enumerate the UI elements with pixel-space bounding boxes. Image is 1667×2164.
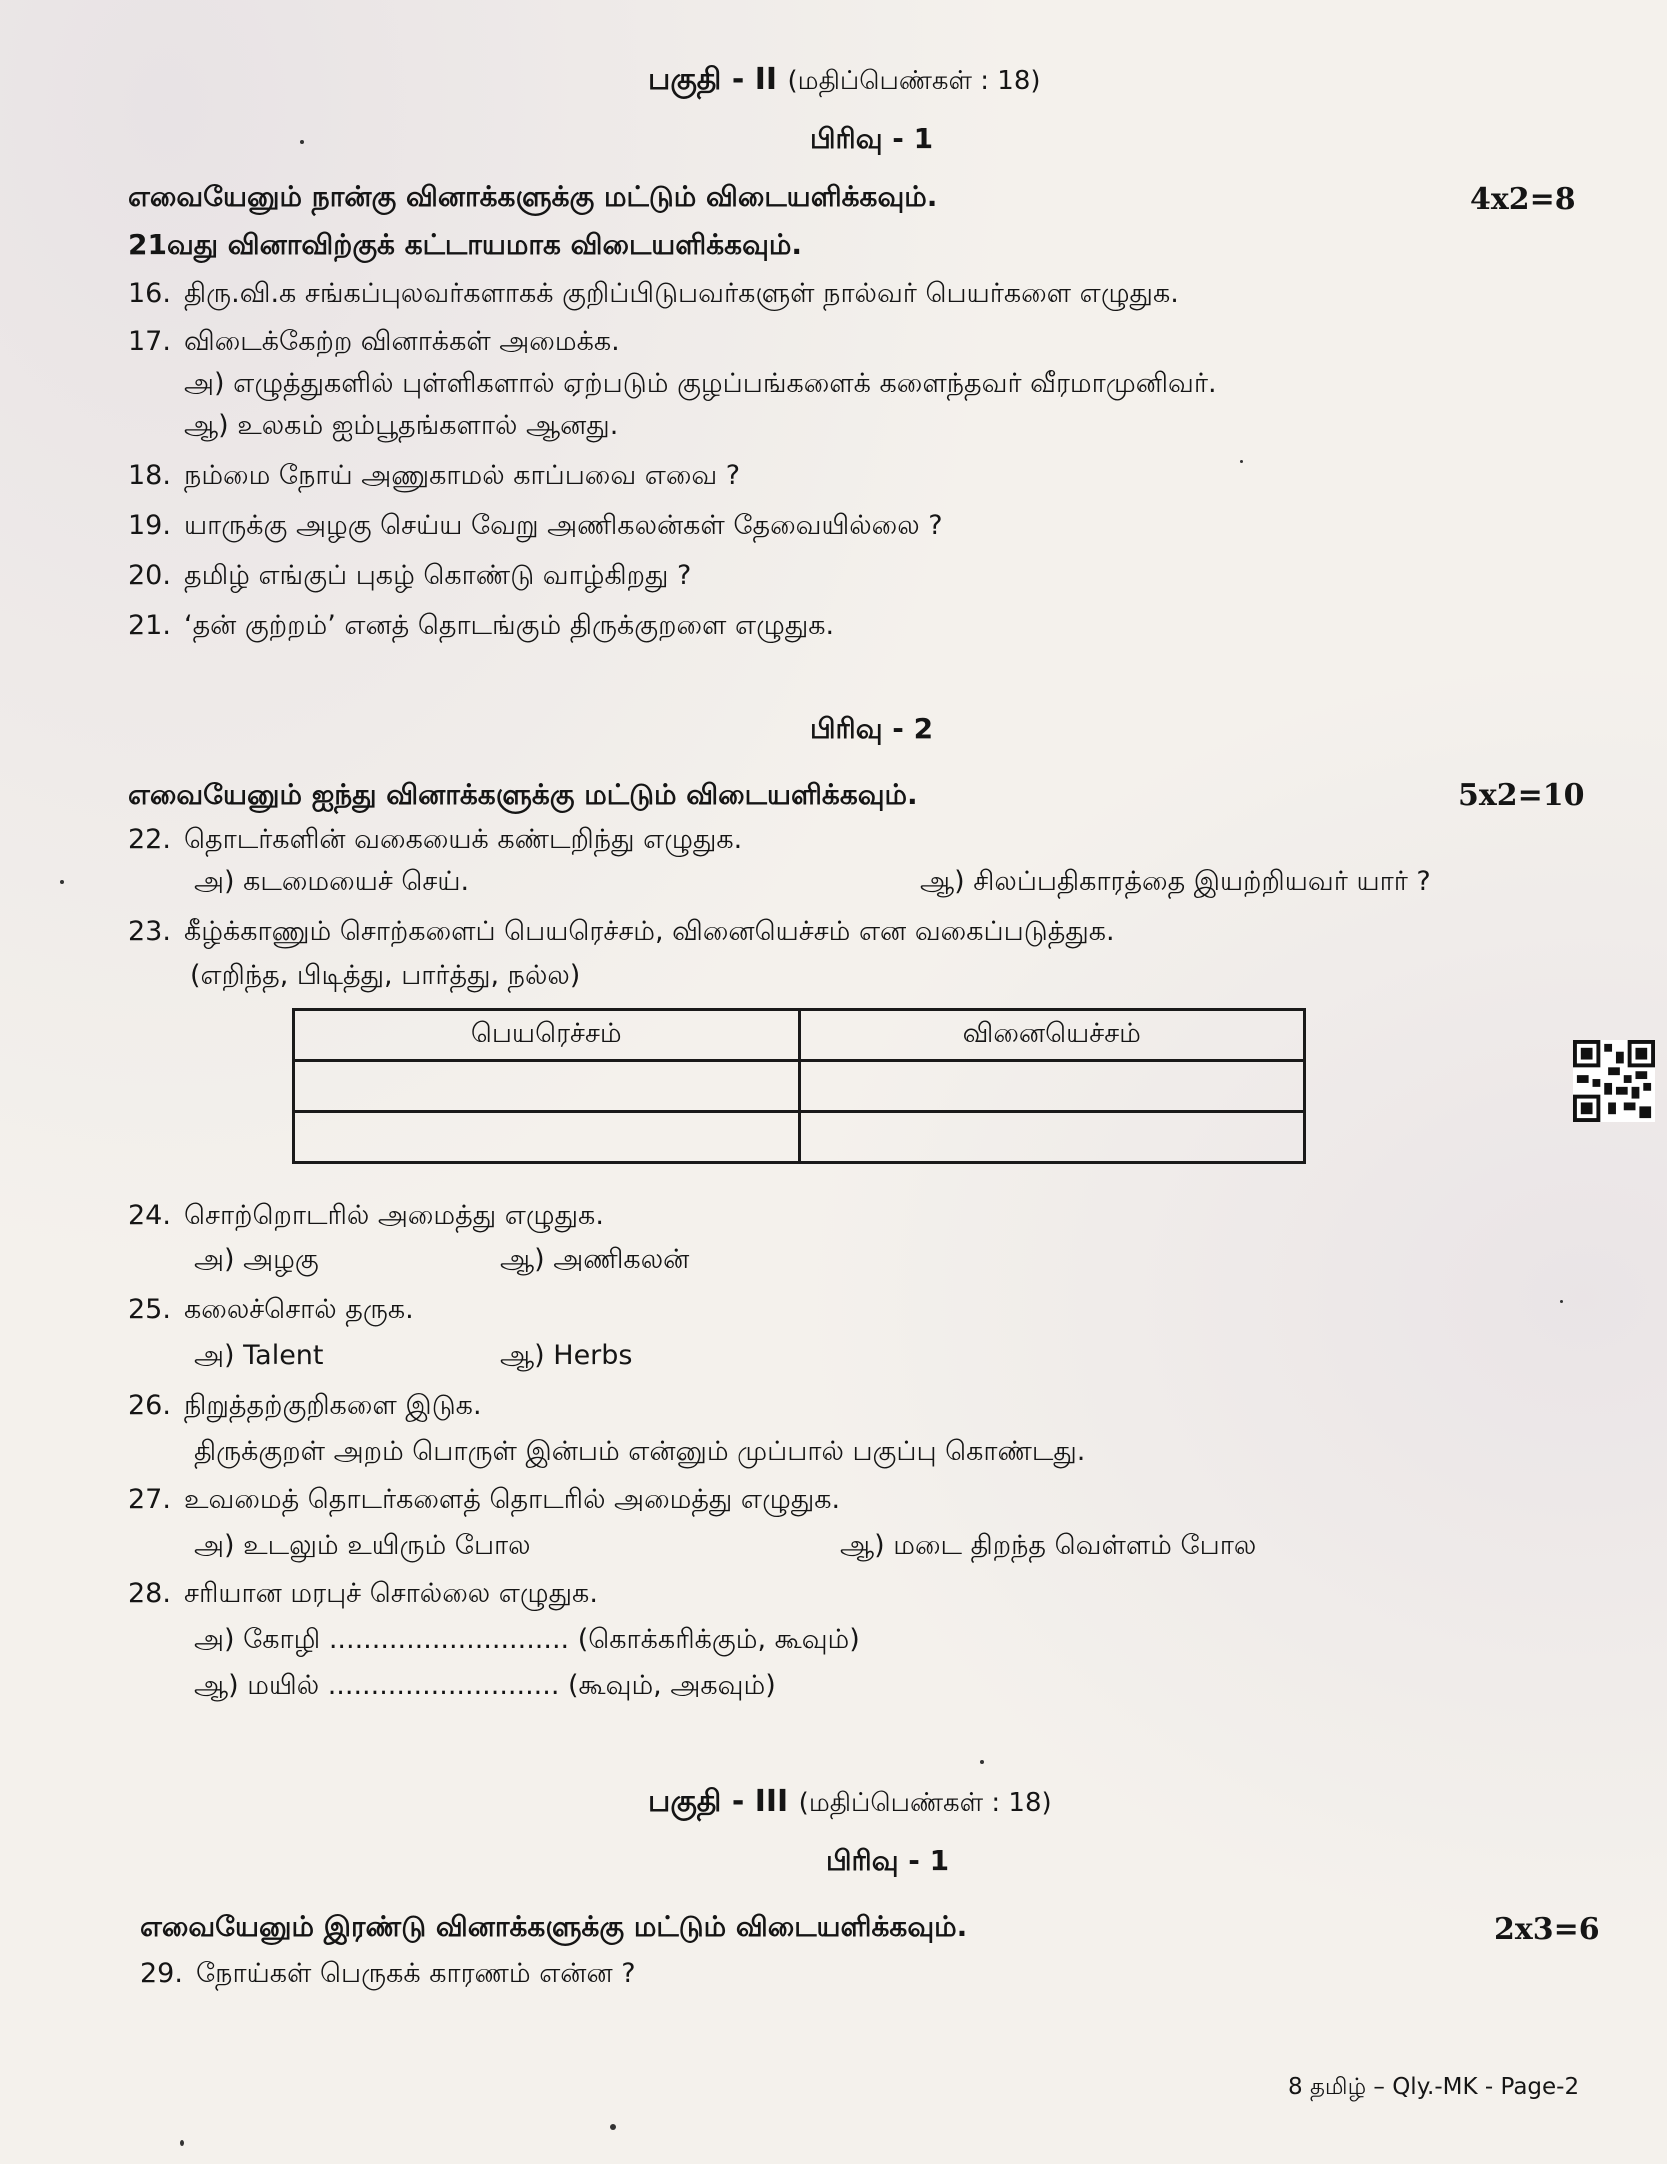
part2-section2-marks: 5x2=10 xyxy=(1458,778,1585,813)
question-23-words: (எறிந்த, பிடித்து, பார்த்து, நல்ல) xyxy=(190,960,581,991)
qr-code-icon xyxy=(1573,1040,1655,1122)
question-25-option-a: அ) Talent xyxy=(194,1340,324,1371)
table-row xyxy=(294,1112,1305,1163)
question-26: 26. நிறுத்தற்குறிகளை இடுக. xyxy=(128,1390,482,1421)
table-header-vinaiyecham: வினையெச்சம் xyxy=(799,1010,1305,1061)
part2-heading xyxy=(648,62,1041,101)
table-row xyxy=(294,1061,1305,1112)
part3-section1-marks: 2x3=6 xyxy=(1494,1912,1600,1947)
question-22: 22. தொடர்களின் வகையைக் கண்டறிந்து எழுதுக. xyxy=(128,824,743,855)
question-24-option-a: அ) அழகு xyxy=(194,1244,319,1275)
classification-table xyxy=(292,1008,1306,1164)
table-cell[interactable] xyxy=(799,1061,1305,1112)
scan-speck xyxy=(610,2124,616,2130)
question-24-option-b: ஆ) அணிகலன் xyxy=(500,1244,690,1275)
part3-heading xyxy=(648,1784,1052,1823)
question-23: 23. கீழ்க்காணும் சொற்களைப் பெயரெச்சம், வினையெச்சம் என வகைப்படுத்துக. xyxy=(128,916,1115,947)
question-19: 19. யாருக்கு அழகு செய்ய வேறு அணிகலன்கள் தேவையில்லை ? xyxy=(128,510,943,541)
part2-title: பகுதி - II xyxy=(648,62,778,97)
part2-section1-instruction2: 21வது வினாவிற்குக் கட்டாயமாக விடையளிக்கவும். xyxy=(128,228,803,261)
question-27-option-b: ஆ) மடை திறந்த வெள்ளம் போல xyxy=(840,1530,1257,1561)
question-25: 25. கலைச்சொல் தருக. xyxy=(128,1294,414,1325)
question-21: 21. ‘தன் குற்றம்’ எனத் தொடங்கும் திருக்குறளை எழுதுக. xyxy=(128,610,835,641)
question-17-option-b: ஆ) உலகம் ஐம்பூதங்களால் ஆனது. xyxy=(184,410,619,441)
table-header-peyarecham: பெயரெச்சம் xyxy=(294,1010,800,1061)
question-22-option-a: அ) கடமையைச் செய். xyxy=(194,866,470,897)
question-28-option-b: ஆ) மயில் ........................... (கூவும், அகவும்) xyxy=(194,1670,776,1701)
question-27-option-a: அ) உடலும் உயிரும் போல xyxy=(194,1530,531,1561)
question-20: 20. தமிழ் எங்குப் புகழ் கொண்டு வாழ்கிறது ? xyxy=(128,560,692,591)
scan-speck xyxy=(1240,460,1243,463)
question-24: 24. சொற்றொடரில் அமைத்து எழுதுக. xyxy=(128,1200,604,1231)
question-27: 27. உவமைத் தொடர்களைத் தொடரில் அமைத்து எழுதுக. xyxy=(128,1484,841,1515)
question-28-option-a: அ) கோழி ............................ (கொக்கரிக்கும், கூவும்) xyxy=(194,1624,860,1655)
question-22-option-b: ஆ) சிலப்பதிகாரத்தை இயற்றியவர் யார் ? xyxy=(920,866,1431,897)
question-28: 28. சரியான மரபுச் சொல்லை எழுதுக. xyxy=(128,1578,598,1609)
table-cell[interactable] xyxy=(799,1112,1305,1163)
scan-speck xyxy=(300,140,304,144)
part2-section2-title: பிரிவு - 2 xyxy=(810,712,934,745)
part3-marks-note: (மதிப்பெண்கள் : 18) xyxy=(798,1788,1052,1818)
scan-speck xyxy=(1560,1300,1563,1303)
table-cell[interactable] xyxy=(294,1061,800,1112)
scan-speck xyxy=(980,1760,984,1764)
table-header-row xyxy=(294,1010,1305,1061)
part3-section1-title: பிரிவு - 1 xyxy=(826,1844,950,1877)
question-26-line: திருக்குறள் அறம் பொருள் இன்பம் என்னும் முப்பால் பகுப்பு கொண்டது. xyxy=(194,1436,1086,1467)
part2-marks-note: (மதிப்பெண்கள் : 18) xyxy=(787,66,1041,96)
question-17: 17. விடைக்கேற்ற வினாக்கள் அமைக்க. xyxy=(128,326,620,357)
question-29: 29. நோய்கள் பெருகக் காரணம் என்ன ? xyxy=(140,1958,636,1989)
scan-speck xyxy=(180,2140,184,2146)
part2-section1-marks: 4x2=8 xyxy=(1470,182,1576,217)
scan-speck xyxy=(60,880,64,884)
part3-section1-instruction: எவையேனும் இரண்டு வினாக்களுக்கு மட்டும் விடையளிக்கவும். xyxy=(140,1910,968,1943)
question-16: 16. திரு.வி.க சங்கப்புலவர்களாகக் குறிப்பிடுபவர்களுள் நால்வர் பெயர்களை எழுதுக. xyxy=(128,278,1179,309)
part2-section1-instruction: எவையேனும் நான்கு வினாக்களுக்கு மட்டும் விடையளிக்கவும். xyxy=(128,180,938,213)
question-17-option-a: அ) எழுத்துகளில் புள்ளிகளால் ஏற்படும் குழப்பங்களைக் களைந்தவர் வீரமாமுனிவர். xyxy=(184,368,1217,399)
part2-section1-title: பிரிவு - 1 xyxy=(810,122,934,155)
question-18: 18. நம்மை நோய் அணுகாமல் காப்பவை எவை ? xyxy=(128,460,741,491)
question-25-option-b: ஆ) Herbs xyxy=(500,1340,633,1371)
part2-section2-instruction: எவையேனும் ஐந்து வினாக்களுக்கு மட்டும் விடையளிக்கவும். xyxy=(128,778,918,811)
part3-title: பகுதி - III xyxy=(648,1784,789,1819)
table-cell[interactable] xyxy=(294,1112,800,1163)
page-footer: 8 தமிழ் – Qly.-MK - Page-2 xyxy=(1288,2074,1580,2100)
